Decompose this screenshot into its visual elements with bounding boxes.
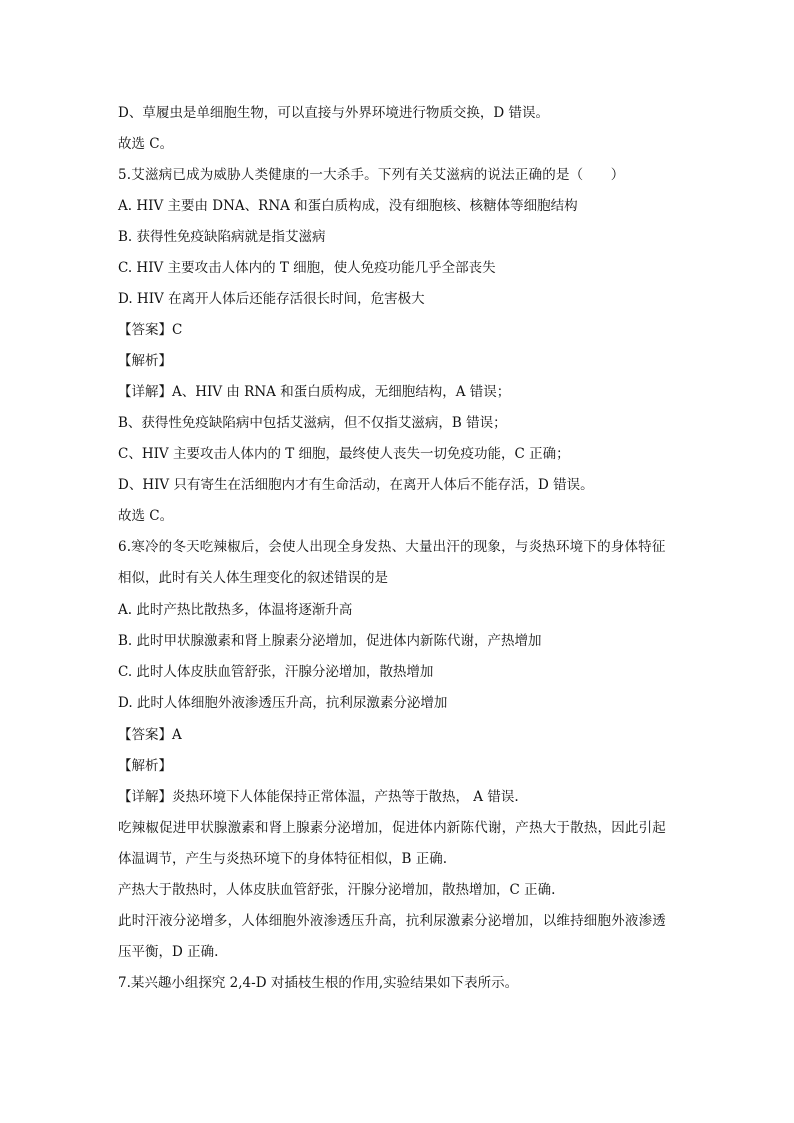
question-6-detail-d-line-2: 压平衡，D 正确. bbox=[118, 944, 219, 960]
question-5-analysis-heading: 【解析】 bbox=[118, 353, 172, 369]
question-6-detail-b-line-2: 体温调节，产生与炎热环境下的身体特征相似，B 正确. bbox=[118, 851, 448, 867]
question-6-stem-line-1: 6.寒冷的冬天吃辣椒后，会使人出现全身发热、大量出汗的现象，与炎热环境下的身体特征 bbox=[118, 539, 666, 555]
question-6-detail-c: 产热大于散热时，人体皮肤血管舒张，汗腺分泌增加，散热增加，C 正确. bbox=[118, 882, 556, 898]
question-5-option-d: D. HIV 在离开人体后还能存活很长时间，危害极大 bbox=[118, 291, 425, 307]
question-6-option-d: D. 此时人体细胞外液渗透压升高，抗利尿激素分泌增加 bbox=[118, 695, 448, 711]
question-5-detail-b: B、获得性免疫缺陷病中包括艾滋病，但不仅指艾滋病，B 错误； bbox=[118, 415, 507, 431]
question-5-choice-summary: 故选 C。 bbox=[118, 508, 174, 524]
question-6-stem-line-2: 相似，此时有关人体生理变化的叙述错误的是 bbox=[118, 570, 388, 586]
question-6-detail-d-line-1: 此时汗液分泌增多，人体细胞外液渗透压升高，抗利尿激素分泌增加，以维持细胞外液渗透 bbox=[118, 913, 666, 929]
question-5-detail-c: C、HIV 主要攻击人体内的 T 细胞，最终使人丧失一切免疫功能，C 正确； bbox=[118, 446, 570, 462]
question-5-option-a: A. HIV 主要由 DNA、RNA 和蛋白质构成，没有细胞核、核糖体等细胞结构 bbox=[118, 198, 578, 214]
question-5-detail-a: 【详解】A、HIV 由 RNA 和蛋白质构成，无细胞结构，A 错误； bbox=[118, 384, 511, 400]
question-5-stem: 5.艾滋病已成为威胁人类健康的一大杀手。下列有关艾滋病的说法正确的是（ ） bbox=[118, 167, 625, 183]
question-6-detail-a: 【详解】炎热环境下人体能保持正常体温，产热等于散热， A 错误. bbox=[118, 789, 519, 805]
question-6-detail-b-line-1: 吃辣椒促进甲状腺激素和肾上腺素分泌增加，促进体内新陈代谢，产热大于散热，因此引起 bbox=[118, 820, 666, 836]
question-7-stem: 7.某兴趣小组探究 2,4-D 对插枝生根的作用,实验结果如下表所示。 bbox=[118, 975, 519, 991]
question-5-option-b: B. 获得性免疫缺陷病就是指艾滋病 bbox=[118, 229, 326, 245]
question-6-option-a: A. 此时产热比散热多，体温将逐渐升高 bbox=[118, 602, 353, 618]
question-5-answer: 【答案】C bbox=[118, 322, 183, 338]
question-5-option-c: C. HIV 主要攻击人体内的 T 细胞，使人免疫功能几乎全部丧失 bbox=[118, 260, 496, 276]
choice-summary-q4: 故选 C。 bbox=[118, 136, 174, 152]
option-d-explanation-q4: D、草履虫是单细胞生物，可以直接与外界环境进行物质交换，D 错误。 bbox=[118, 105, 549, 121]
question-6-answer: 【答案】A bbox=[118, 727, 182, 743]
question-6-option-b: B. 此时甲状腺激素和肾上腺素分泌增加，促进体内新陈代谢，产热增加 bbox=[118, 633, 542, 649]
question-5-detail-d: D、HIV 只有寄生在活细胞内才有生命活动，在离开人体后不能存活，D 错误。 bbox=[118, 477, 594, 493]
question-6-option-c: C. 此时人体皮肤血管舒张，汗腺分泌增加，散热增加 bbox=[118, 664, 434, 680]
question-6-analysis-heading: 【解析】 bbox=[118, 758, 172, 774]
